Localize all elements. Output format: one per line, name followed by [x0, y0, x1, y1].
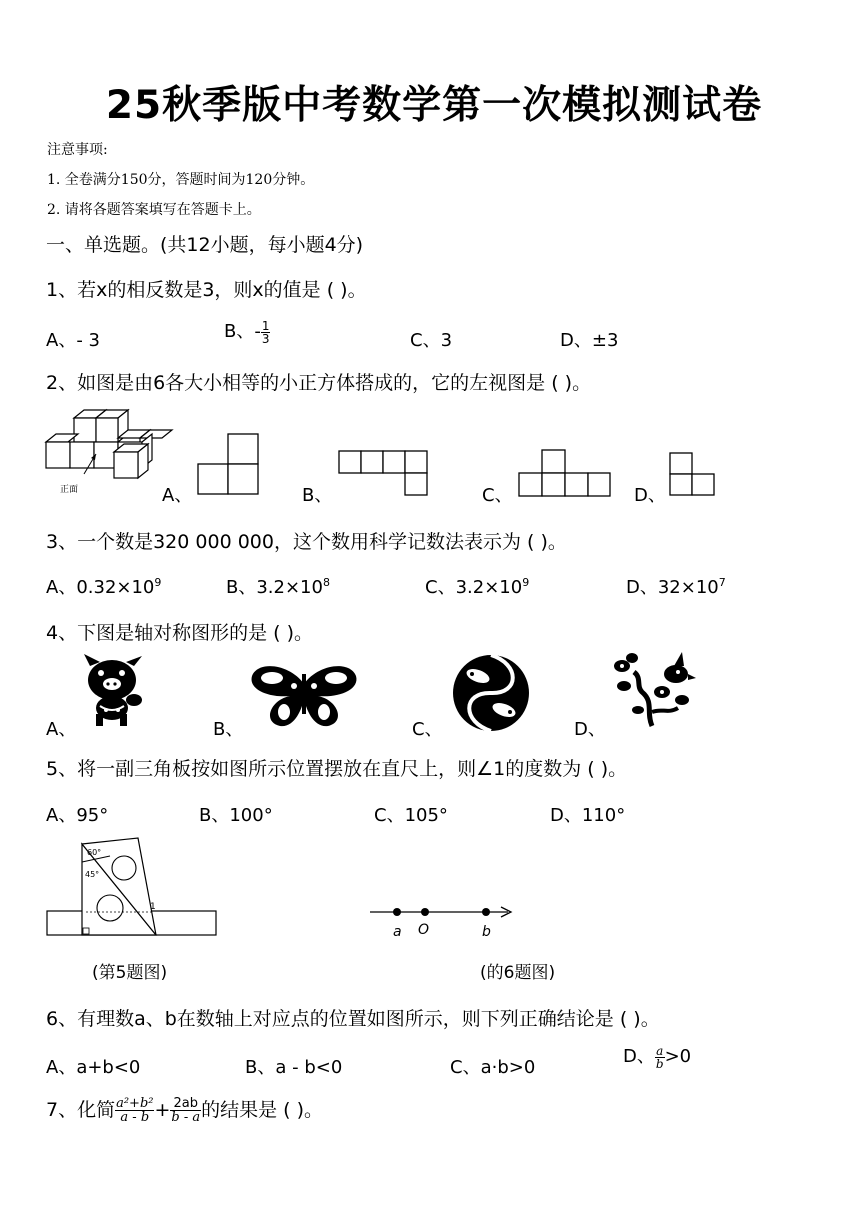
q6-option-d [623, 1042, 691, 1070]
q6-option-b: B、a - b<0 [245, 1057, 343, 1078]
section-heading: 一、单选题。(共12小题，每小题4分) [46, 234, 364, 256]
q7-fraction-1-num: a²+b² [116, 1096, 154, 1111]
q1-option-d: D、±3 [560, 330, 619, 351]
q4-stem: 4、下图是轴对称图形的是 ( )。 [46, 622, 313, 644]
q5-option-b: B、100° [199, 805, 273, 826]
q5-option-c: C、105° [374, 805, 448, 826]
q3-option-b-base: B、3.2×10 [226, 577, 323, 598]
q2-cube-figure [44, 408, 169, 498]
q3-option-a-base: A、0.32×10 [46, 577, 155, 598]
q4-option-b: B、 [213, 719, 244, 740]
q5-angle-60-label: 60° [87, 848, 102, 857]
q2-front-label: 正面 [60, 485, 79, 495]
q2-stem: 2、如图是由6各大小相等的小正方体搭成的，它的左视图是 ( )。 [46, 372, 592, 394]
q2-option-c: C、 [482, 485, 513, 506]
q2-option-c-figure [518, 449, 611, 497]
note-item-2: 2. 请将各题答案填写在答题卡上。 [47, 202, 261, 218]
q2-option-a-figure [197, 433, 259, 495]
q4-butterfly-image [250, 664, 358, 730]
q6-option-d-den: b [655, 1056, 664, 1071]
q2-option-b: B、 [302, 485, 333, 506]
q1-stem: 1、若x的相反数是3，则x的值是 ( )。 [46, 279, 367, 301]
q7-fraction-2-num: 2ab [173, 1096, 199, 1111]
note-item-1: 1. 全卷满分150分，答题时间为120分钟。 [47, 172, 315, 188]
q5-angle-1-label: 1 [150, 902, 156, 912]
q3-option-b [226, 573, 330, 599]
q6-stem: 6、有理数a、b在数轴上对应点的位置如图所示，则下列正确结论是 ( )。 [46, 1008, 660, 1030]
q3-option-d-exp: 7 [718, 576, 726, 589]
q2-option-a: A、 [162, 485, 193, 506]
q4-option-a: A、 [46, 719, 77, 740]
q7-suffix: 的结果是 ( )。 [201, 1099, 324, 1121]
q7-fraction-1-den: a - b [115, 1110, 154, 1124]
q7-fraction-2-den: b - a [171, 1110, 201, 1125]
q1-option-b-den: 3 [261, 331, 270, 346]
q4-option-c: C、 [412, 719, 443, 740]
q4-fish-circle-image [450, 654, 532, 732]
q6-label-a: a [393, 924, 402, 940]
q6-option-d-suffix: >0 [664, 1046, 692, 1067]
q6-number-line-figure [368, 900, 516, 942]
q7-stem [46, 1095, 323, 1124]
q3-option-d [626, 573, 726, 599]
q5-figure-caption: (第5题图) [92, 963, 168, 983]
q1-option-b [224, 317, 270, 345]
q4-option-d: D、 [574, 719, 606, 740]
q3-option-c-base: C、3.2×10 [425, 577, 523, 598]
q3-option-b-exp: 8 [322, 576, 330, 589]
q1-option-c: C、3 [410, 330, 453, 351]
q2-option-d: D、 [634, 485, 666, 506]
q3-option-d-base: D、32×10 [626, 577, 719, 598]
q3-option-c [425, 573, 529, 599]
q6-option-d-prefix: D、 [623, 1046, 655, 1067]
q5-triangle-ruler-figure [46, 836, 218, 938]
q5-option-d: D、110° [550, 805, 626, 826]
q5-angle-45-label: 45° [85, 870, 100, 879]
q3-stem: 3、一个数是320 000 000，这个数用科学记数法表示为 ( )。 [46, 531, 567, 553]
q6-option-a: A、a+b<0 [46, 1057, 141, 1078]
q6-label-o: O [418, 922, 430, 938]
q6-label-b: b [482, 924, 491, 940]
q2-option-b-figure [338, 450, 428, 497]
q5-stem: 5、将一副三角板按如图所示位置摆放在直尺上，则∠1的度数为 ( )。 [46, 758, 628, 780]
notes-heading: 注意事项: [47, 142, 108, 158]
q2-option-d-figure [669, 452, 716, 497]
q1-option-a: A、- 3 [46, 330, 100, 351]
q4-bird-branch-image [612, 652, 696, 728]
q6-option-c: C、a·b>0 [450, 1057, 536, 1078]
q6-figure-caption: (的6题图) [480, 963, 556, 983]
q3-option-c-exp: 9 [522, 576, 530, 589]
q7-plus: + [154, 1099, 171, 1121]
q3-option-a [46, 573, 161, 599]
page-title: 25秋季版中考数学第一次模拟测试卷 [105, 83, 763, 128]
q1-option-b-num: 1 [261, 318, 270, 333]
q4-pig-papercut-image [82, 654, 144, 726]
q3-option-a-exp: 9 [154, 576, 162, 589]
q1-option-b-prefix: B、- [224, 321, 261, 342]
q5-option-a: A、95° [46, 805, 109, 826]
q7-prefix: 7、化简 [46, 1099, 116, 1121]
q6-option-d-num: a [656, 1043, 664, 1058]
